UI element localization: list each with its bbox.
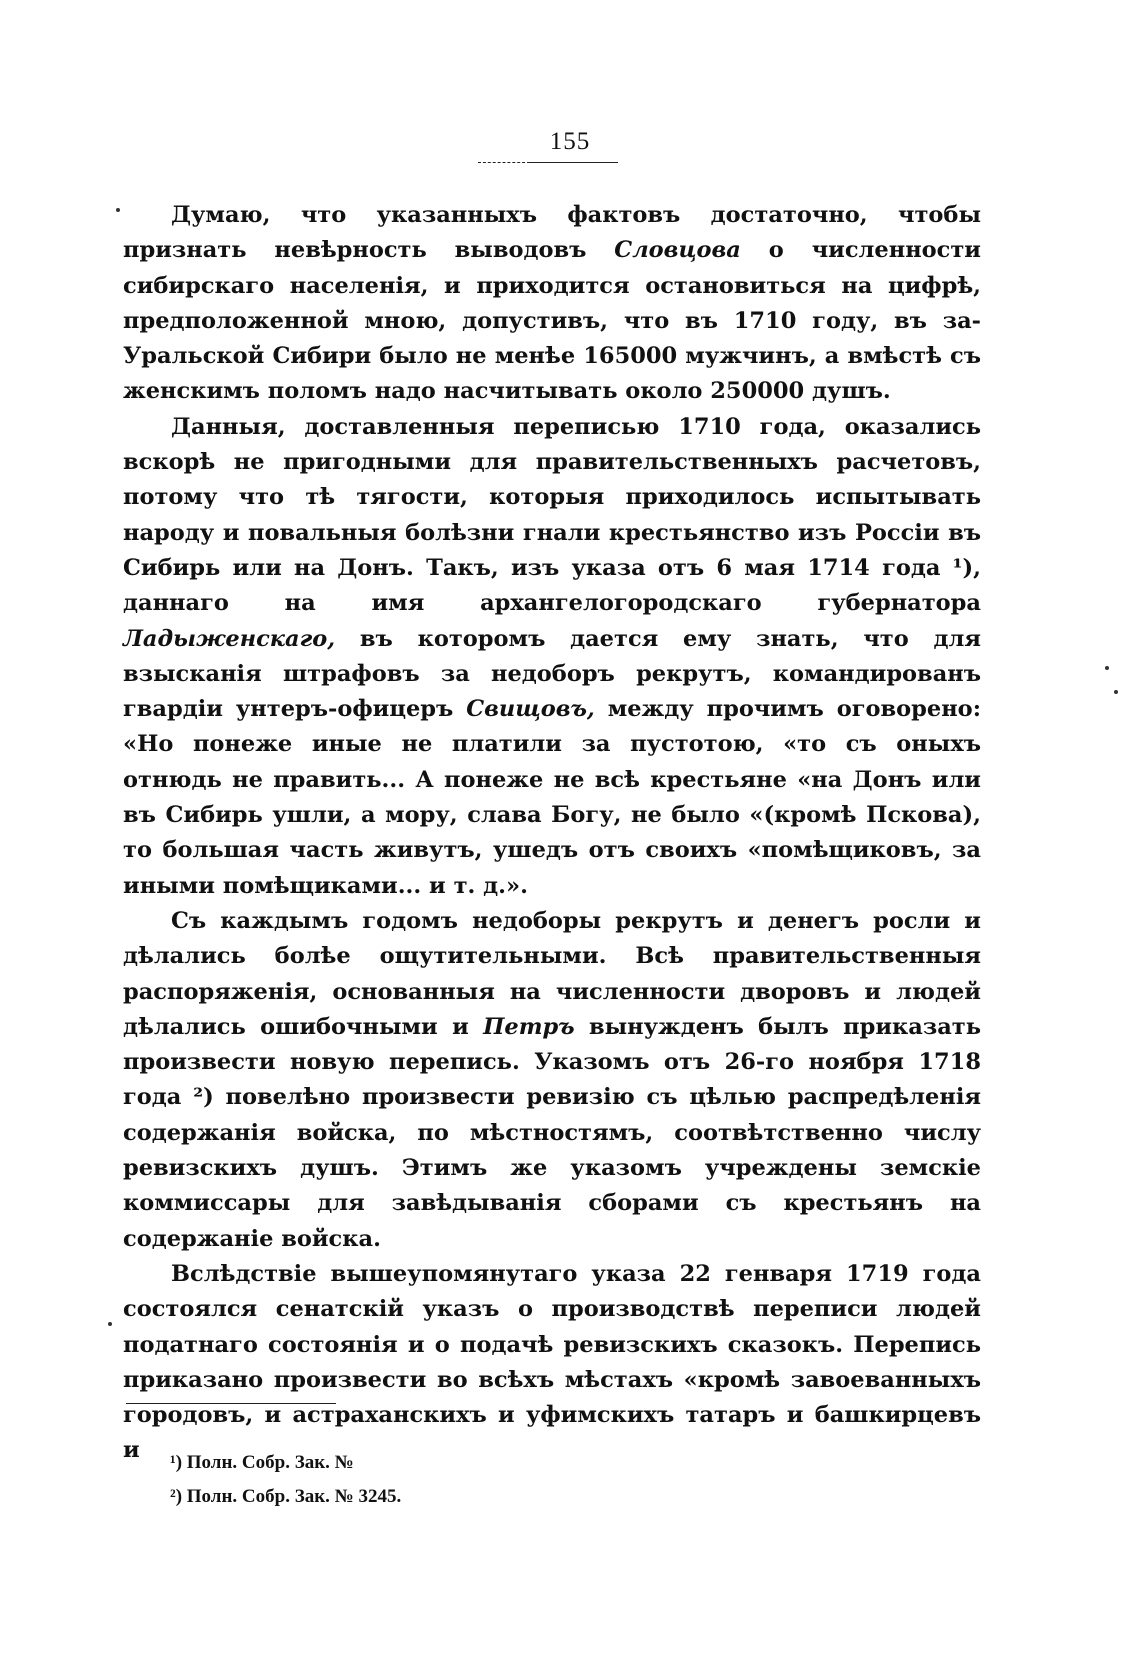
print-speck [116, 208, 120, 212]
footnote-1-mark: ¹) [170, 1452, 183, 1473]
paragraph-3-italic-name: Петръ [483, 1013, 575, 1040]
footnote-2-mark: ²) [170, 1486, 183, 1507]
paragraph-2-text-c: между прочимъ оговорено: «Но понеже иные не платили за пустотою, «то съ оныхъ отнюдь не править... А понеже не всѣ крестьяне «на Донъ или въ Сибирь ушли, а мору, слава Богу, не было «(кромѣ Пскова), то большая часть живутъ, ушедъ отъ своихъ «помѣщиковъ, за иными помѣщиками... и т. д.». [123, 696, 981, 899]
paragraph-2-italic-name-b: Свищовъ, [466, 696, 595, 723]
paragraph-4 [123, 1257, 981, 1469]
paragraph-1-italic-name: Словцова [614, 237, 741, 264]
print-speck [1114, 690, 1118, 694]
paragraph-3 [123, 904, 981, 1257]
footnotes [170, 1446, 870, 1514]
paragraph-2-text-b: въ которомъ дается ему знать, что для взысканія штрафовъ за недоборъ рекрутъ, командированъ гвардіи унтеръ-офицеръ [123, 625, 981, 723]
print-speck [1105, 666, 1109, 670]
footnote-rule [126, 1403, 336, 1404]
paragraph-1-text-b: о численности сибирскаго населенія, и приходится остановиться на цифрѣ, предположенной мною, допустивъ, что въ 1710 году, въ за-Уральской Сибири было не менѣе 165000 мужчинъ, а вмѣстѣ съ женскимъ поломъ надо насчитывать около 250000 душъ. [123, 237, 981, 405]
paragraph-3-text-b: вынужденъ былъ приказать произвести новую перепись. Указомъ отъ 26-го ноября 1718 года ²) повелѣно произвести ревизію съ цѣлью распредѣленія содержанія войска, по мѣстностямъ, соотвѣтственно числу ревизскихъ душъ. Этимъ же указомъ учреждены земскіе коммиссары для завѣдыванія сборами съ крестьянъ на содержаніе войска. [123, 1013, 982, 1252]
paragraph-2 [123, 410, 981, 904]
body-text [123, 198, 981, 1469]
footnote-2 [170, 1480, 870, 1514]
page-number: 155 [549, 128, 591, 155]
header-rule-dashed [478, 162, 530, 163]
footnote-1-text: Полн. Собр. Зак. № [186, 1452, 354, 1473]
paragraph-2-italic-name-a: Ладыженскаго, [123, 625, 336, 652]
print-speck [108, 1322, 112, 1326]
paragraph-4-text: Вслѣдствіе вышеупомянутаго указа 22 генваря 1719 года состоялся сенатскій указъ о производствѣ переписи людей податнаго состоянія и о подачѣ ревизскихъ сказокъ. Перепись приказано произвести во всѣхъ мѣстахъ «кромѣ завоеванныхъ городовъ, и астраханскихъ и уфимскихъ татаръ и башкирцевъ и [123, 1260, 981, 1464]
paragraph-3-text-a: Съ каждымъ годомъ недоборы рекрутъ и денегъ росли и дѣлались болѣе ощутительными. Всѣ правительственныя распоряженія, основанныя на численности дворовъ и людей дѣлались ошибочными и [123, 907, 981, 1040]
paragraph-2-text-a: Данныя, доставленныя переписью 1710 года, оказались вскорѣ не пригодными для правительственныхъ расчетовъ, потому что тѣ тягости, которыя приходилось испытывать народу и повальныя болѣзни гнали крестьянство изъ Россіи въ Сибирь или на Донъ. Такъ, изъ указа отъ 6 мая 1714 года ¹), даннаго на имя архангелогородскаго губернатора [123, 413, 981, 617]
paragraph-1 [123, 198, 981, 410]
footnote-2-text: Полн. Собр. Зак. № 3245. [186, 1486, 402, 1507]
footnote-1 [170, 1446, 870, 1480]
paragraph-1-text-a: Думаю, что указанныхъ фактовъ достаточно, чтобы признать невѣрность выводовъ [123, 202, 981, 264]
